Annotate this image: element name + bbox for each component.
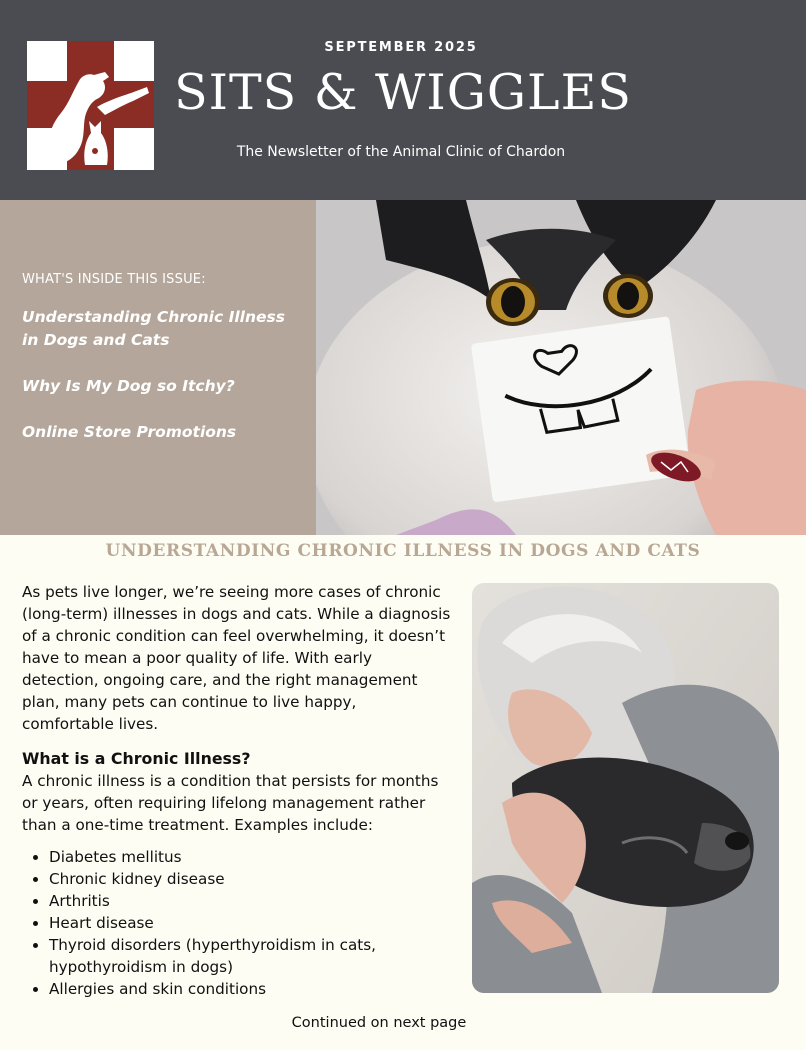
woman-hugging-senior-dog-photo: [472, 583, 779, 993]
inside-list: [22, 306, 292, 467]
list-item: • Thyroid disorders (hyperthyroidism in cats, hypothyroidism in dogs): [49, 934, 452, 978]
hero-cat-photo: [316, 200, 806, 535]
article-definition: A chronic illness is a condition that persists for months or years, often requiring lifelong management rather than a one-time treatment. Examples include:: [22, 772, 439, 834]
inside-heading: WHAT'S INSIDE THIS ISSUE:: [22, 272, 206, 287]
list-item: • Diabetes mellitus: [49, 846, 452, 868]
list-item: • Heart disease: [49, 912, 452, 934]
issue-date: SEPTEMBER 2025: [324, 40, 478, 55]
inside-item-itchy-dog[interactable]: Why Is My Dog so Itchy?: [22, 377, 235, 395]
list-item: • Arthritis: [49, 890, 452, 912]
article-subhead: What is a Chronic Illness?: [22, 749, 251, 768]
list-item: • Chronic kidney disease: [49, 868, 452, 890]
inside-item-chronic-illness[interactable]: Understanding Chronic Illness in Dogs and Cats: [22, 308, 285, 349]
list-item: • Allergies and skin conditions: [49, 978, 452, 1000]
cat-holding-smile-card-photo: [316, 200, 806, 535]
inside-this-issue-panel: [0, 200, 316, 535]
clinic-logo: [27, 41, 154, 170]
vet-cross-pets-logo-icon: [27, 41, 154, 170]
newsletter-title: SITS & WIGGLES: [174, 64, 632, 121]
inside-item-store-promotions[interactable]: Online Store Promotions: [22, 423, 237, 441]
continued-note: Continued on next page: [291, 1015, 467, 1031]
senior-dog-photo: [472, 583, 779, 993]
article-title: UNDERSTANDING CHRONIC ILLNESS IN DOGS AND CATS: [105, 541, 701, 561]
newsletter-header: [0, 0, 806, 200]
newsletter-tagline: The Newsletter of the Animal Clinic of Chardon: [236, 144, 566, 160]
article-body: [22, 581, 452, 1000]
article-intro: As pets live longer, we’re seeing more cases of chronic (long-term) illnesses in dogs and cats. While a diagnosis of a chronic condition can feel overwhelming, it doesn’t have to mean a poor quality of life. With early detection, ongoing care, and the right management plan, many pets can continue to live happy, comfortable lives.: [22, 583, 451, 733]
examples-list: [22, 846, 452, 1000]
